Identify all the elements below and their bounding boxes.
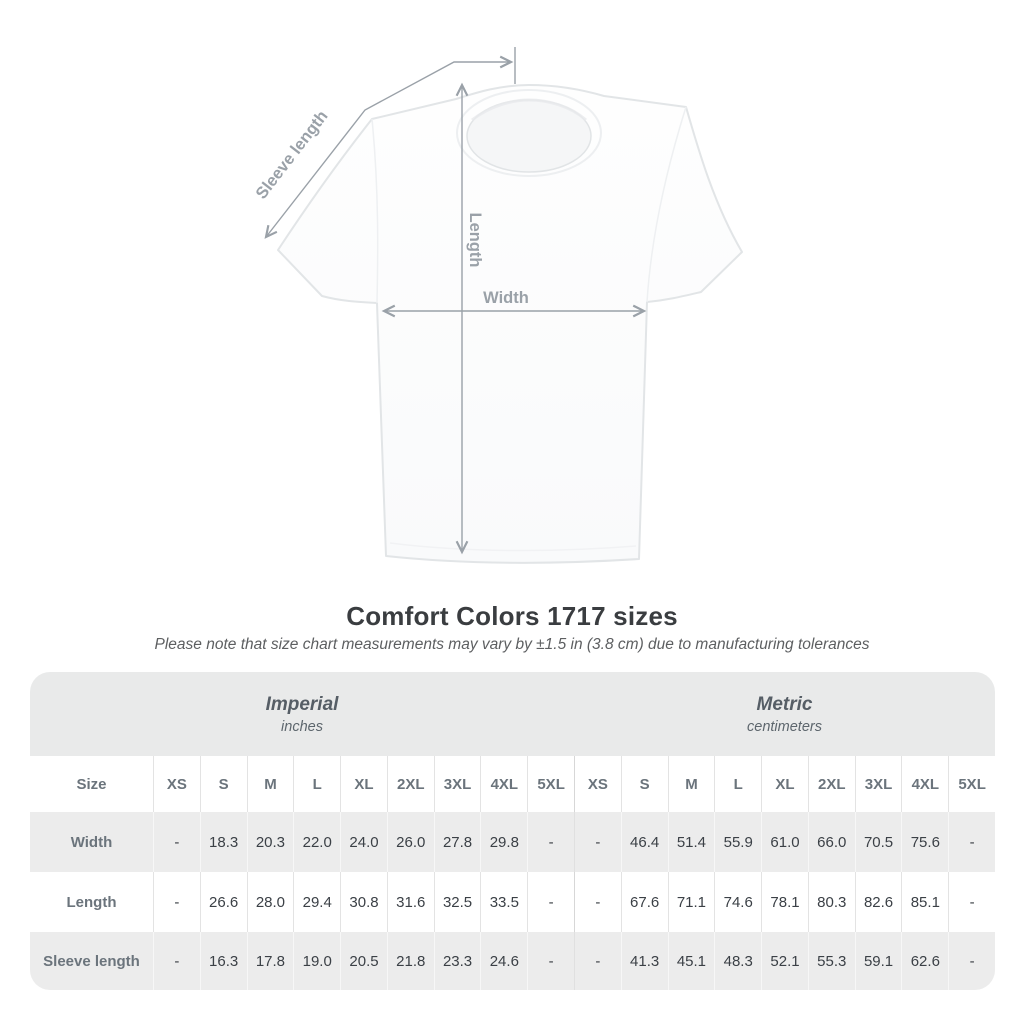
cell: - [153,812,200,872]
col-header: 5XL [948,756,995,812]
tolerance-note: Please note that size chart measurements may vary by ±1.5 in (3.8 cm) due to manufacturing tolerances [154,636,870,653]
table-row-length [30,872,995,932]
cell: 45.1 [668,932,715,990]
cell: 71.1 [668,872,715,932]
cell: 30.8 [340,872,387,932]
col-header: L [714,756,761,812]
cell: 78.1 [761,872,808,932]
cell: - [574,872,621,932]
cell: 27.8 [434,812,481,872]
table-row-width [30,812,995,872]
row-label: Width [70,833,113,851]
row-label: Sleeve length [43,952,140,970]
unit-header-band [30,672,995,756]
cell: 21.8 [387,932,434,990]
cell: - [948,812,995,872]
cell: 19.0 [293,932,340,990]
sleeve-length-label: Sleeve length [252,107,332,203]
page-title: Comfort Colors 1717 sizes [346,601,678,631]
col-header: M [247,756,294,812]
cell: 66.0 [808,812,855,872]
cell: 17.8 [247,932,294,990]
cell: 20.5 [340,932,387,990]
metric-title: Metric [756,693,813,715]
cell: - [948,932,995,990]
cell: 23.3 [434,932,481,990]
cell: 29.8 [480,812,527,872]
cell: 31.6 [387,872,434,932]
col-header: 2XL [387,756,434,812]
cell: - [527,932,574,990]
size-table [30,672,995,990]
cell: 82.6 [855,872,902,932]
cell: 22.0 [293,812,340,872]
col-header: L [293,756,340,812]
tshirt-shape [278,85,742,563]
imperial-header [30,672,574,756]
col-header: XL [761,756,808,812]
cell: 24.0 [340,812,387,872]
cell: 29.4 [293,872,340,932]
size-header-row [30,756,995,812]
cell: - [153,932,200,990]
cell: 41.3 [621,932,668,990]
cell: 48.3 [714,932,761,990]
cell: 33.5 [480,872,527,932]
cell: 75.6 [901,812,948,872]
cell: 52.1 [761,932,808,990]
col-header: M [668,756,715,812]
cell: 18.3 [200,812,247,872]
col-header: 3XL [434,756,481,812]
cell: 80.3 [808,872,855,932]
cell: - [153,872,200,932]
cell: 28.0 [247,872,294,932]
cell: - [527,872,574,932]
width-label: Width [483,289,529,307]
cell: 59.1 [855,932,902,990]
cell: 46.4 [621,812,668,872]
cell: 16.3 [200,932,247,990]
cell: - [948,872,995,932]
cell: - [574,812,621,872]
cell: 70.5 [855,812,902,872]
col-header: 4XL [901,756,948,812]
cell: 32.5 [434,872,481,932]
imperial-title: Imperial [265,693,339,715]
cell: 55.3 [808,932,855,990]
cell: - [527,812,574,872]
row-label: Length [66,893,117,911]
cell: 51.4 [668,812,715,872]
col-header: 4XL [480,756,527,812]
col-header: XL [340,756,387,812]
table-row-sleeve-length [30,932,995,990]
col-header: 3XL [855,756,902,812]
col-header: 2XL [808,756,855,812]
cell: 26.0 [387,812,434,872]
metric-header [574,672,995,756]
cell: 67.6 [621,872,668,932]
col-header: S [621,756,668,812]
cell: 85.1 [901,872,948,932]
col-header: XS [153,756,200,812]
imperial-unit: inches [281,718,323,735]
cell: 26.6 [200,872,247,932]
cell: 24.6 [480,932,527,990]
cell: 74.6 [714,872,761,932]
size-header: Size [76,775,107,793]
cell: - [574,932,621,990]
length-label: Length [466,212,484,268]
col-header: S [200,756,247,812]
col-header: XS [574,756,621,812]
metric-unit: centimeters [747,718,822,735]
cell: 55.9 [714,812,761,872]
col-header: 5XL [527,756,574,812]
cell: 62.6 [901,932,948,990]
cell: 61.0 [761,812,808,872]
cell: 20.3 [247,812,294,872]
